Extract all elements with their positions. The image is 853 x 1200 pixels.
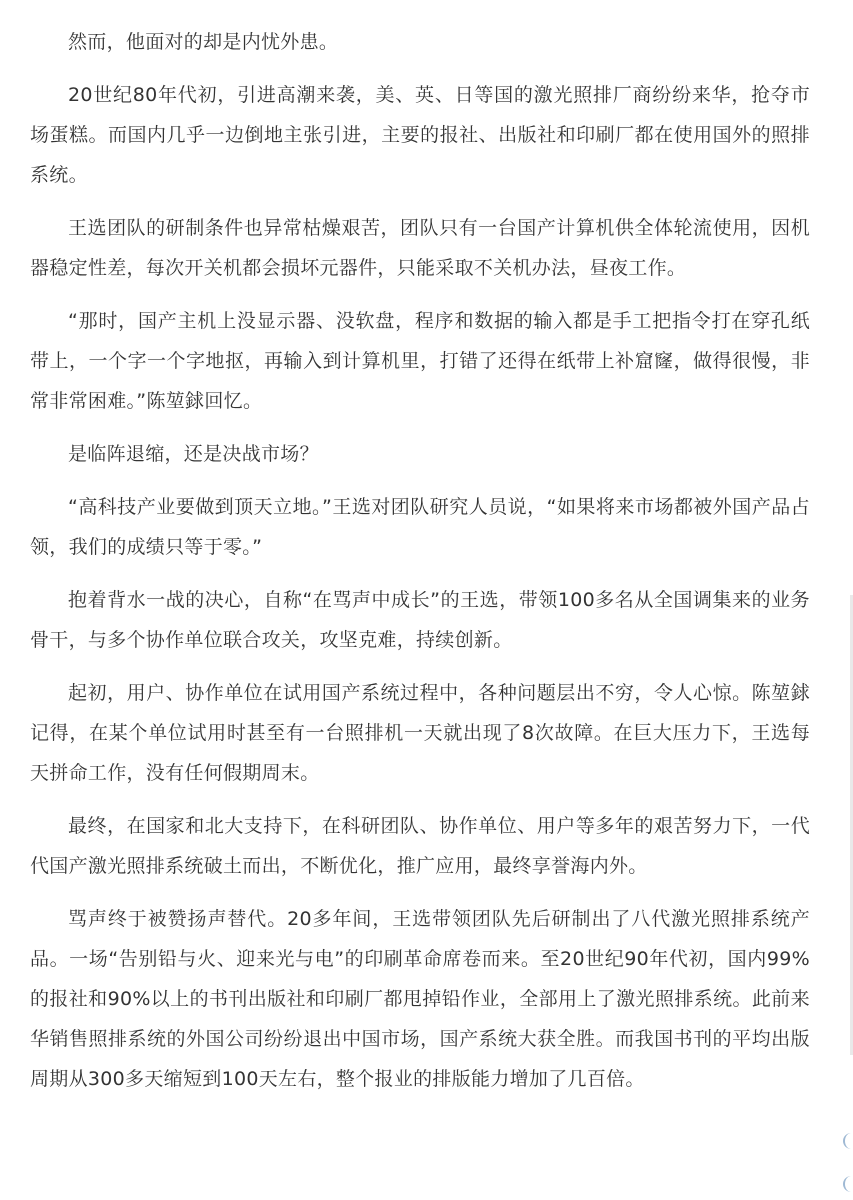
paragraph-4: “那时，国产主机上没显示器、没软盘，程序和数据的输入都是手工把指令打在穿孔纸带上，一个字一个字地抠，再输入到计算机里，打错了还得在纸带上补窟窿，做得很慢，非常非常困难。”陈堃銶回忆。 [30, 310, 810, 412]
article-body [30, 22, 810, 1112]
side-tab-top[interactable] [843, 1133, 853, 1149]
paragraph-5: 是临阵退缩，还是决战市场？ [68, 443, 319, 465]
paragraph-3: 王选团队的研制条件也异常枯燥艰苦，团队只有一台国产计算机供全体轮流使用，因机器稳定性差，每次开关机都会损坏元器件，只能采取不关机办法，昼夜工作。 [30, 217, 810, 279]
paragraph-1: 然而，他面对的却是内忧外患。 [68, 31, 339, 53]
paragraph-2: 20世纪80年代初，引进高潮来袭，美、英、日等国的激光照排厂商纷纷来华，抢夺市场蛋糕。而国内几乎一边倒地主张引进，主要的报社、出版社和印刷厂都在使用国外的照排系统。 [30, 84, 810, 186]
paragraph-6: “高科技产业要做到顶天立地。”王选对团队研究人员说，“如果将来市场都被外国产品占领，我们的成绩只等于零。” [30, 496, 810, 558]
paragraph-7: 抱着背水一战的决心，自称“在骂声中成长”的王选，带领100多名从全国调集来的业务骨干，与多个协作单位联合攻关，攻坚克难，持续创新。 [30, 589, 810, 651]
paragraph-10: 骂声终于被赞扬声替代。20多年间，王选带领团队先后研制出了八代激光照排系统产品。一场“告别铅与火、迎来光与电”的印刷革命席卷而来。至20世纪90年代初，国内99%的报社和90%以上的书刊出版社和印刷厂都甩掉铅作业，全部用上了激光照排系统。此前来华销售照排系统的外国公司纷纷退出中国市场，国产系统大获全胜。而我国书刊的平均出版周期从300多天缩短到100天左右，整个报业的排版能力增加了几百倍。 [30, 908, 810, 1090]
paragraph-8: 起初，用户、协作单位在试用国产系统过程中，各种问题层出不穷，令人心惊。陈堃銶记得，在某个单位试用时甚至有一台照排机一天就出现了8次故障。在巨大压力下，王选每天拼命工作，没有任何假期周末。 [30, 682, 810, 784]
paragraph-9: 最终，在国家和北大支持下，在科研团队、协作单位、用户等多年的艰苦努力下，一代代国产激光照排系统破土而出，不断优化，推广应用，最终享誉海内外。 [30, 815, 810, 877]
side-tab-bottom[interactable] [843, 1176, 853, 1192]
